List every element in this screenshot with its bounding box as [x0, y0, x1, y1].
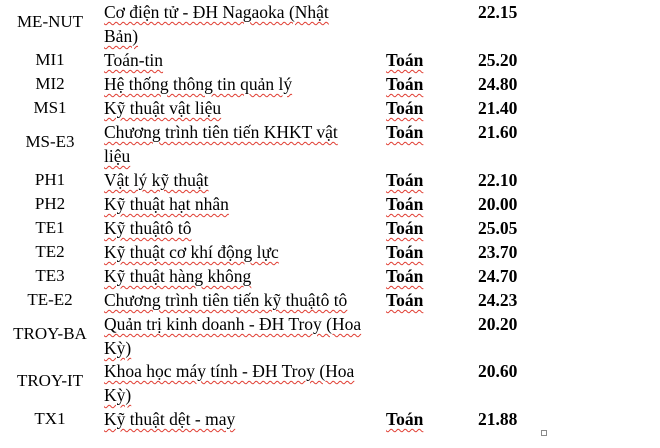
program-name	[104, 407, 366, 431]
subject-label: Toán	[386, 194, 424, 214]
table-row	[0, 407, 660, 431]
program-name-line: Kỹ thuật hàng không	[104, 266, 252, 286]
program-name-line: Vật lý kỹ thuật	[104, 170, 209, 190]
score-value: 22.10	[478, 170, 518, 190]
subject-label: Toán	[386, 170, 424, 190]
program-name	[104, 48, 366, 72]
program-name	[104, 192, 366, 216]
score-value: 24.70	[478, 266, 518, 286]
program-code: TROY-IT	[16, 371, 84, 390]
program-name-line: Kỹ thuật hạt nhân	[104, 194, 229, 214]
program-code: MI2	[35, 74, 65, 93]
program-code: PH2	[34, 194, 66, 213]
score-value: 20.20	[478, 314, 518, 334]
program-name-line: Kỳ)	[104, 338, 132, 358]
table-row	[0, 120, 660, 168]
paragraph-end-marker	[541, 430, 547, 436]
program-name-line: Bản)	[104, 26, 139, 46]
score-value: 20.60	[478, 361, 518, 381]
score-value: 21.60	[478, 122, 518, 142]
score-value: 25.20	[478, 50, 518, 70]
program-name	[104, 312, 366, 360]
score-value: 25.05	[478, 218, 518, 238]
program-name	[104, 240, 366, 264]
program-name-line: liệu	[104, 146, 131, 166]
table-row	[0, 0, 660, 48]
program-name-line: Toán-tin	[104, 50, 164, 70]
program-code: PH1	[34, 170, 66, 189]
program-name	[104, 359, 366, 407]
program-name	[104, 288, 366, 312]
program-name	[104, 96, 366, 120]
program-name-line: Kỹ thuật dệt - may	[104, 409, 236, 429]
program-name	[104, 72, 366, 96]
program-name-line: Chương trình tiên tiến kỹ thuậtô tô	[104, 290, 348, 310]
table-row	[0, 359, 660, 407]
table-row	[0, 264, 660, 288]
program-name-line: Cơ điện tử - ĐH Nagaoka (Nhật	[104, 2, 329, 22]
table-row	[0, 168, 660, 192]
program-name-line: Kỹ thuậtô tô	[104, 218, 192, 238]
subject-label: Toán	[386, 122, 424, 142]
subject-label: Toán	[386, 266, 424, 286]
program-code: TE3	[35, 266, 65, 285]
program-name	[104, 168, 366, 192]
program-name-line: Khoa học máy tính - ĐH Troy (Hoa	[104, 361, 355, 381]
program-name-line: Hệ thống thông tin quản lý	[104, 74, 293, 94]
program-code: TE-E2	[27, 290, 73, 309]
program-name	[104, 0, 366, 48]
table-row	[0, 216, 660, 240]
program-name-line: Kỹ thuật vật liệu	[104, 98, 222, 118]
subject-label: Toán	[386, 50, 424, 70]
program-code: TROY-BA	[13, 324, 87, 343]
subject-label: Toán	[386, 242, 424, 262]
subject-label: Toán	[386, 409, 424, 429]
program-code: TX1	[34, 409, 66, 428]
score-value: 24.80	[478, 74, 518, 94]
program-code: TE2	[35, 242, 65, 261]
program-code: MI1	[35, 50, 65, 69]
program-name-line: Kỹ thuật cơ khí động lực	[104, 242, 279, 262]
program-name-line: Quản trị kinh doanh - ĐH Troy (Hoa	[104, 314, 362, 334]
subject-label: Toán	[386, 290, 424, 310]
program-code: TE1	[35, 218, 65, 237]
score-value: 21.88	[478, 409, 518, 429]
score-value: 24.23	[478, 290, 518, 310]
program-code: ME-NUT	[16, 12, 84, 31]
program-code: MS1	[33, 98, 67, 117]
program-code: MS-E3	[25, 132, 75, 151]
table-row	[0, 288, 660, 312]
table-row	[0, 72, 660, 96]
subject-label: Toán	[386, 74, 424, 94]
table-row	[0, 312, 660, 360]
table-row	[0, 48, 660, 72]
table-row	[0, 96, 660, 120]
score-value: 21.40	[478, 98, 518, 118]
program-name	[104, 264, 366, 288]
score-value: 22.15	[478, 2, 518, 22]
program-name	[104, 216, 366, 240]
program-name-line: Kỳ)	[104, 385, 132, 405]
program-name-line: Chương trình tiên tiến KHKT vật	[104, 122, 338, 142]
table-row	[0, 240, 660, 264]
score-value: 23.70	[478, 242, 518, 262]
program-name	[104, 120, 366, 168]
table-row	[0, 192, 660, 216]
subject-label: Toán	[386, 218, 424, 238]
score-value: 20.00	[478, 194, 518, 214]
subject-label: Toán	[386, 98, 424, 118]
